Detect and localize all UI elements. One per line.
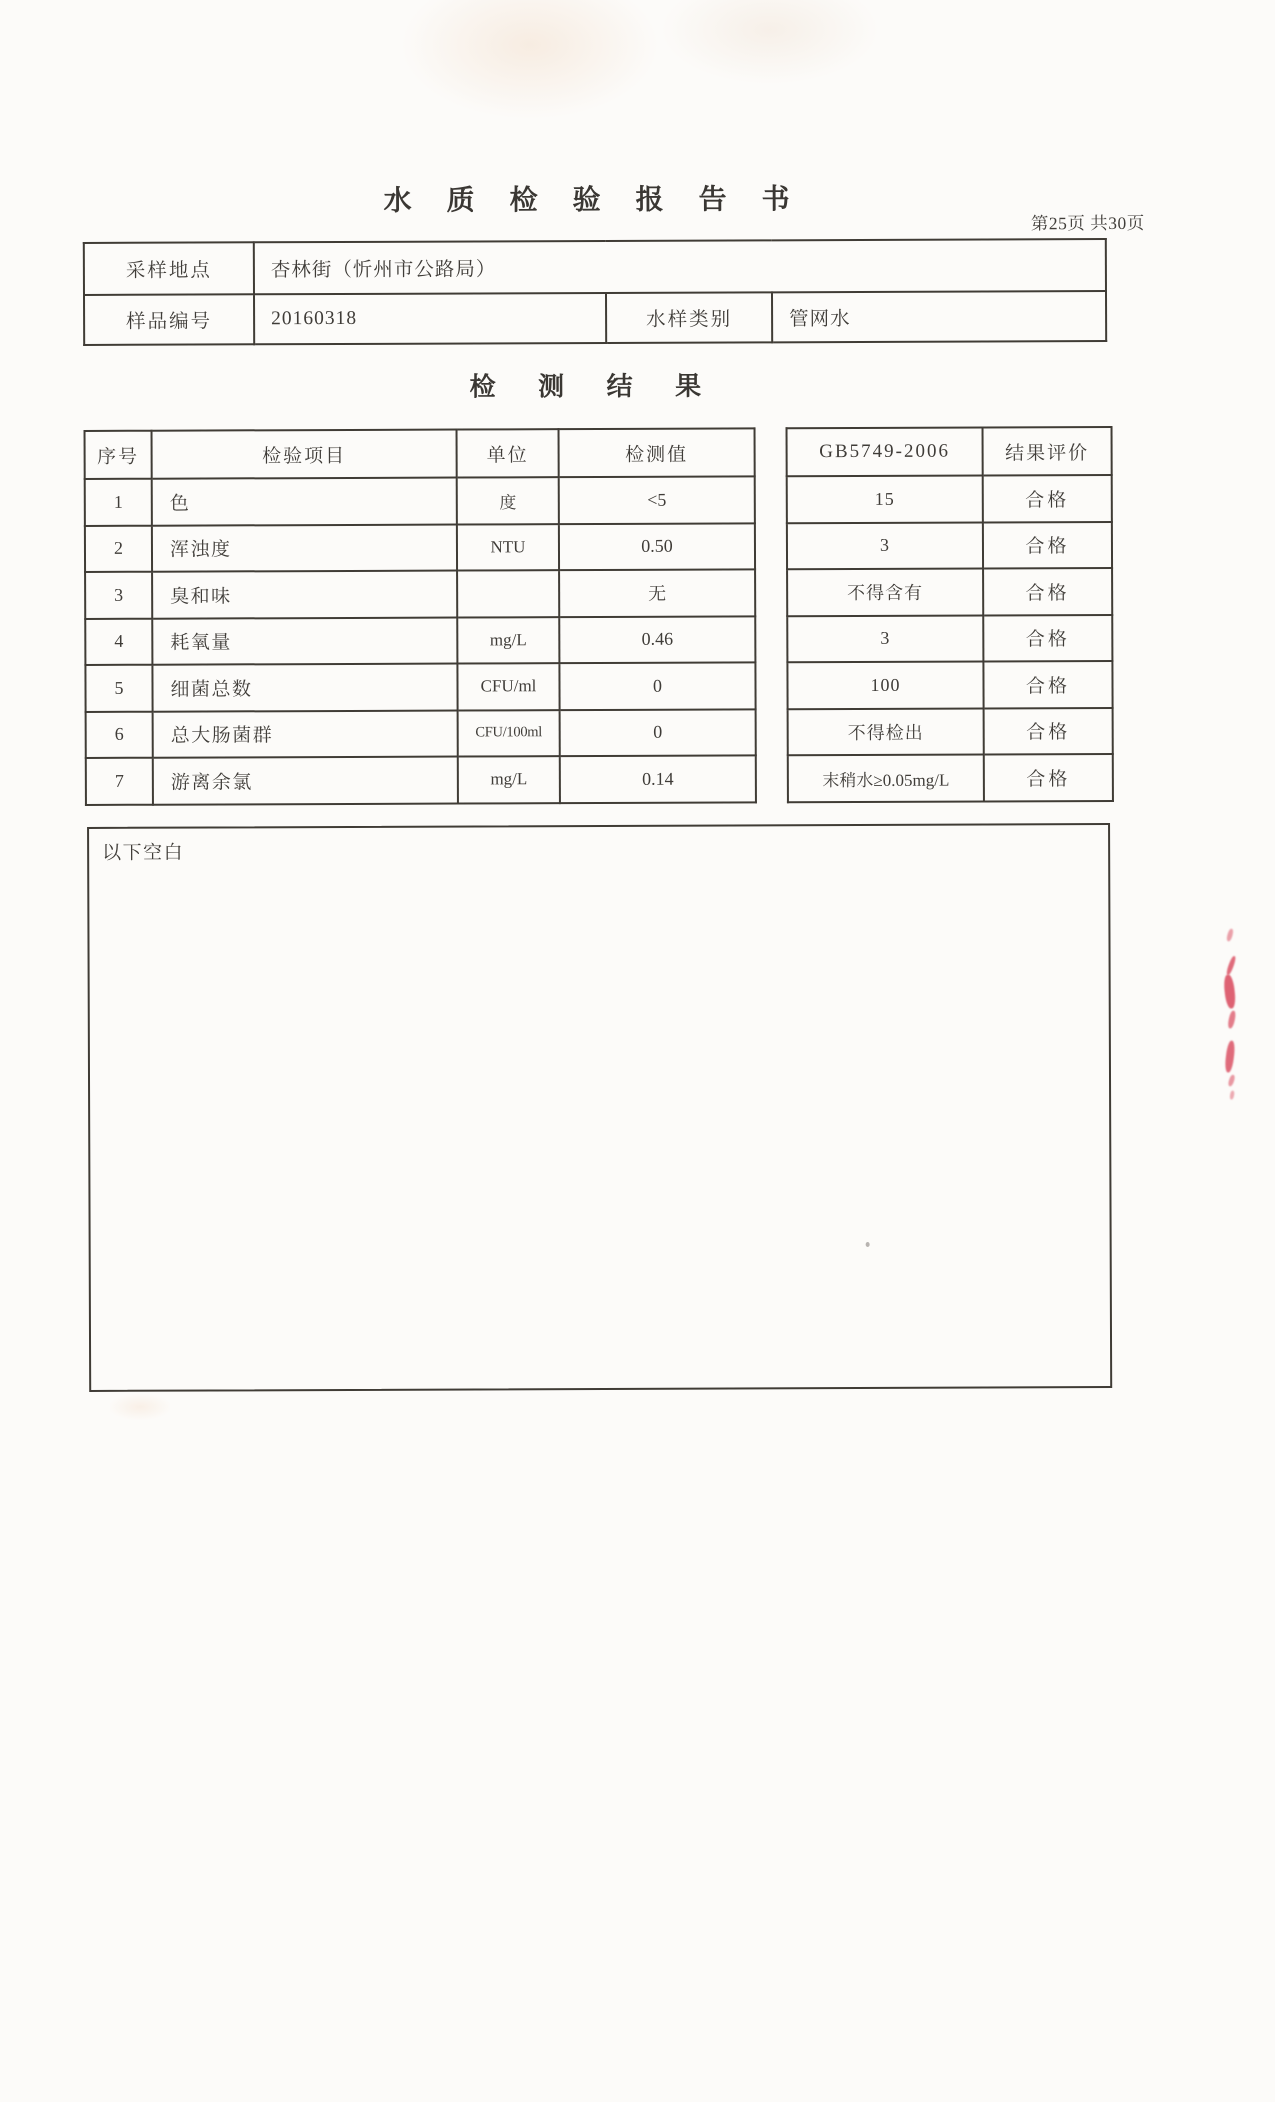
- header-item: 检验项目: [152, 430, 457, 479]
- row-standard: 100: [787, 662, 983, 709]
- table-row: [86, 709, 756, 758]
- table-row: [787, 568, 1112, 616]
- sampling-location-label: 采样地点: [84, 242, 254, 295]
- table-row: [85, 523, 755, 572]
- scan-speck: [866, 1242, 870, 1247]
- row-value: 0: [560, 709, 756, 756]
- red-ink-mark: [1227, 1010, 1237, 1029]
- row-evaluation: 合格: [983, 615, 1112, 662]
- row-item: 游离余氯: [153, 757, 458, 805]
- sample-type-label: 水样类别: [606, 292, 772, 343]
- row-standard: 15: [787, 476, 983, 523]
- row-evaluation: 合格: [983, 522, 1112, 569]
- table-row: [85, 662, 755, 711]
- red-ink-mark: [1227, 1074, 1235, 1087]
- row-evaluation: 合格: [983, 661, 1112, 708]
- header-evaluation: 结果评价: [983, 427, 1112, 475]
- page-indicator: 第25页 共30页: [1030, 212, 1145, 234]
- row-evaluation: 合格: [984, 754, 1113, 801]
- row-index: 1: [85, 479, 152, 526]
- row-unit: mg/L: [457, 617, 559, 664]
- row-unit: [457, 570, 559, 617]
- blank-note: 以下空白: [102, 842, 185, 864]
- sample-type-value: 管网水: [772, 291, 1106, 342]
- row-item: 总大肠菌群: [153, 710, 458, 758]
- red-ink-mark: [1226, 928, 1234, 942]
- row-value: 0.50: [559, 523, 755, 570]
- table-row: [787, 661, 1112, 709]
- row-value: 无: [559, 569, 755, 616]
- row-unit: CFU/ml: [457, 663, 559, 710]
- table-row: [85, 569, 755, 618]
- row-index: 7: [86, 758, 153, 805]
- row-value: 0.46: [559, 616, 755, 663]
- table-header-row: [85, 428, 755, 479]
- red-ink-mark: [1229, 1090, 1234, 1100]
- header-unit: 单位: [457, 429, 559, 477]
- red-ink-mark: [1224, 1040, 1236, 1073]
- table-row: [788, 708, 1113, 756]
- table-row: [788, 754, 1113, 802]
- sample-number-label: 样品编号: [84, 294, 254, 345]
- table-row: [787, 475, 1112, 523]
- row-index: 6: [86, 711, 153, 758]
- results-tables: [84, 426, 1110, 805]
- red-ink-marks: [1215, 922, 1256, 1112]
- header-standard: GB5749-2006: [787, 428, 983, 477]
- row-standard: 3: [787, 615, 983, 662]
- row-standard: 不得含有: [787, 569, 983, 616]
- row-standard: 不得检出: [788, 708, 984, 755]
- table-row: [84, 291, 1106, 345]
- header-value: 检测值: [559, 428, 755, 477]
- table-row: [84, 239, 1106, 295]
- row-item: 臭和味: [152, 571, 457, 619]
- table-row: [787, 615, 1112, 663]
- row-value: <5: [559, 476, 755, 523]
- sample-info-table: [83, 238, 1107, 346]
- row-evaluation: 合格: [983, 568, 1112, 615]
- header-index: 序号: [85, 431, 152, 479]
- red-ink-mark: [1225, 955, 1236, 976]
- row-item: 耗氧量: [152, 617, 457, 665]
- results-table-left: [84, 427, 757, 805]
- row-value: 0: [559, 662, 755, 709]
- row-unit: NTU: [457, 524, 559, 571]
- row-standard: 3: [787, 522, 983, 569]
- row-index: 3: [85, 572, 152, 619]
- row-standard: 末稍水≥0.05mg/L: [788, 755, 984, 802]
- row-unit: CFU/100ml: [458, 710, 560, 757]
- row-item: 色: [152, 478, 457, 526]
- row-index: 5: [85, 665, 152, 712]
- table-header-row: [787, 427, 1112, 476]
- table-row: [86, 755, 756, 804]
- row-unit: 度: [457, 477, 559, 524]
- table-row: [85, 476, 755, 525]
- row-index: 4: [85, 618, 152, 665]
- row-item: 细菌总数: [152, 664, 457, 712]
- results-table-right: [786, 426, 1114, 803]
- remarks-box: [87, 823, 1112, 1392]
- section-heading: 检 测 结 果: [469, 371, 720, 402]
- row-index: 2: [85, 525, 152, 572]
- table-row: [787, 522, 1112, 570]
- sampling-location-value: 杏林街（忻州市公路局）: [254, 239, 1106, 294]
- row-unit: mg/L: [458, 756, 560, 803]
- row-item: 浑浊度: [152, 524, 457, 572]
- row-evaluation: 合格: [984, 708, 1113, 755]
- table-row: [85, 616, 755, 665]
- row-value: 0.14: [560, 755, 756, 802]
- report-title: 水 质 检 验 报 告 书: [383, 184, 804, 217]
- row-evaluation: 合格: [983, 475, 1112, 522]
- red-ink-mark: [1223, 974, 1237, 1009]
- sample-number-value: 20160318: [254, 293, 606, 344]
